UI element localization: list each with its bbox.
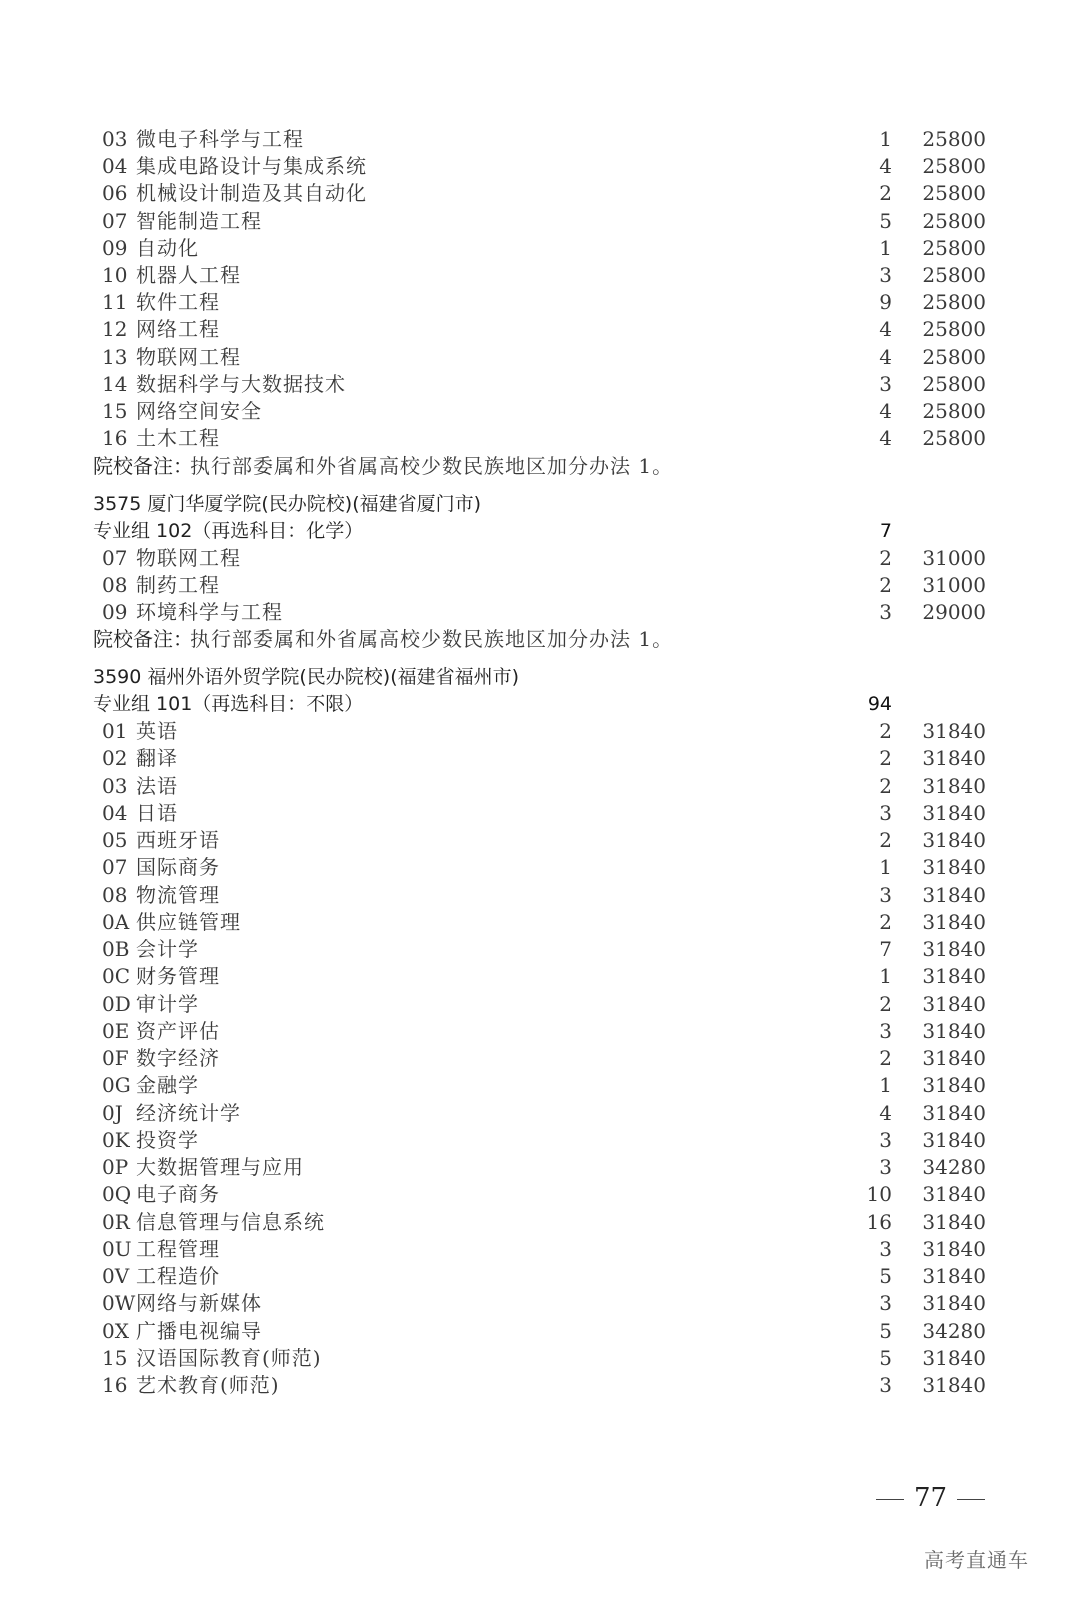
major-tuition-fee: 31840 bbox=[922, 773, 986, 798]
major-tuition-fee: 25800 bbox=[922, 426, 986, 451]
major-tuition-fee: 31840 bbox=[922, 855, 986, 880]
school-note-label: 院校备注： bbox=[93, 454, 193, 478]
major-code: 0A bbox=[102, 909, 130, 934]
major-group-header-count: 7 bbox=[879, 520, 892, 542]
major-row bbox=[0, 1209, 1080, 1236]
major-tuition-fee: 31840 bbox=[922, 1209, 986, 1234]
major-tuition-fee: 31840 bbox=[922, 746, 986, 771]
major-tuition-fee: 31840 bbox=[922, 1345, 986, 1370]
major-row bbox=[0, 1072, 1080, 1099]
school-header bbox=[0, 491, 1080, 518]
major-tuition-fee: 34280 bbox=[922, 1318, 986, 1343]
major-code: 09 bbox=[102, 235, 128, 260]
major-tuition-fee: 25800 bbox=[922, 154, 986, 179]
major-plan-count: 7 bbox=[879, 937, 892, 961]
major-row bbox=[0, 718, 1080, 745]
major-row bbox=[0, 1100, 1080, 1127]
major-name: 机器人工程 bbox=[136, 263, 241, 287]
major-tuition-fee: 31840 bbox=[922, 1018, 986, 1043]
major-plan-count: 3 bbox=[879, 371, 892, 396]
school-note bbox=[0, 453, 1080, 480]
major-tuition-fee: 31840 bbox=[922, 1182, 986, 1207]
major-tuition-fee: 31000 bbox=[922, 546, 986, 570]
major-name: 网络工程 bbox=[136, 317, 220, 342]
major-plan-count: 3 bbox=[879, 600, 892, 625]
school-note bbox=[0, 626, 1080, 653]
school-note-label: 院校备注： bbox=[93, 627, 193, 651]
major-tuition-fee: 25800 bbox=[922, 290, 986, 315]
major-row bbox=[0, 180, 1080, 207]
major-row bbox=[0, 1263, 1080, 1290]
major-code: 15 bbox=[102, 399, 128, 423]
major-code: 03 bbox=[102, 127, 128, 151]
major-row bbox=[0, 745, 1080, 772]
major-row bbox=[0, 1345, 1080, 1372]
major-row bbox=[0, 235, 1080, 262]
major-plan-count: 3 bbox=[879, 1236, 892, 1261]
watermark-text: 高考直通车 bbox=[924, 1548, 1029, 1572]
major-plan-count: 3 bbox=[879, 263, 892, 287]
major-tuition-fee: 31840 bbox=[922, 1264, 986, 1288]
major-row bbox=[0, 545, 1080, 572]
major-code: 0R bbox=[102, 1209, 130, 1234]
major-tuition-fee: 31840 bbox=[922, 937, 986, 961]
major-name: 网络与新媒体 bbox=[136, 1291, 262, 1316]
major-plan-count: 3 bbox=[879, 800, 892, 825]
major-plan-count: 2 bbox=[879, 719, 892, 743]
major-plan-count: 5 bbox=[879, 1264, 892, 1288]
major-row bbox=[0, 991, 1080, 1018]
major-code: 0X bbox=[102, 1318, 129, 1343]
major-tuition-fee: 25800 bbox=[922, 208, 986, 233]
major-code: 13 bbox=[102, 344, 128, 369]
major-plan-count: 2 bbox=[879, 181, 892, 206]
major-group-header bbox=[0, 691, 1080, 718]
major-plan-count: 1 bbox=[879, 235, 892, 260]
major-plan-count: 4 bbox=[879, 154, 892, 179]
major-plan-count: 1 bbox=[879, 127, 892, 151]
major-name: 英语 bbox=[136, 719, 178, 743]
school-note-text: 执行部委属和外省属高校少数民族地区加分办法 1。 bbox=[190, 627, 674, 651]
major-code: 0J bbox=[102, 1100, 123, 1125]
major-tuition-fee: 31840 bbox=[922, 1291, 986, 1316]
major-row bbox=[0, 208, 1080, 235]
major-row bbox=[0, 1318, 1080, 1345]
major-name: 微电子科学与工程 bbox=[136, 127, 304, 151]
major-row bbox=[0, 153, 1080, 180]
major-name: 集成电路设计与集成系统 bbox=[136, 154, 367, 179]
major-row bbox=[0, 854, 1080, 881]
major-row bbox=[0, 262, 1080, 289]
major-plan-count: 3 bbox=[879, 1155, 892, 1179]
major-name: 资产评估 bbox=[136, 1018, 220, 1043]
major-plan-count: 4 bbox=[879, 399, 892, 423]
major-row bbox=[0, 1018, 1080, 1045]
major-plan-count: 2 bbox=[879, 991, 892, 1016]
major-tuition-fee: 31840 bbox=[922, 1127, 986, 1152]
major-name: 工程造价 bbox=[136, 1264, 220, 1288]
major-name: 自动化 bbox=[136, 235, 199, 260]
major-code: 07 bbox=[102, 546, 128, 570]
major-code: 02 bbox=[102, 746, 128, 771]
major-plan-count: 10 bbox=[866, 1182, 892, 1207]
school-header-title: 3575 厦门华厦学院(民办院校)(福建省厦门市) bbox=[93, 493, 482, 515]
major-tuition-fee: 25800 bbox=[922, 235, 986, 260]
major-name: 数字经济 bbox=[136, 1046, 220, 1070]
major-row bbox=[0, 909, 1080, 936]
major-name: 日语 bbox=[136, 800, 178, 825]
major-name: 信息管理与信息系统 bbox=[136, 1209, 325, 1234]
major-name: 艺术教育(师范) bbox=[136, 1373, 280, 1397]
major-name: 土木工程 bbox=[136, 426, 220, 451]
major-plan-count: 4 bbox=[879, 426, 892, 451]
major-name: 数据科学与大数据技术 bbox=[136, 371, 346, 396]
major-plan-count: 2 bbox=[879, 828, 892, 852]
major-tuition-fee: 25800 bbox=[922, 127, 986, 151]
major-name: 制药工程 bbox=[136, 573, 220, 598]
major-code: 05 bbox=[102, 828, 128, 852]
dash-left bbox=[876, 1499, 904, 1500]
major-code: 0P bbox=[102, 1155, 129, 1179]
major-tuition-fee: 31840 bbox=[922, 1236, 986, 1261]
major-name: 电子商务 bbox=[136, 1182, 220, 1207]
major-code: 0F bbox=[102, 1046, 129, 1070]
major-tuition-fee: 31840 bbox=[922, 882, 986, 907]
major-code: 06 bbox=[102, 181, 128, 206]
major-tuition-fee: 34280 bbox=[922, 1155, 986, 1179]
major-plan-count: 1 bbox=[879, 855, 892, 880]
major-plan-count: 4 bbox=[879, 344, 892, 369]
major-name: 金融学 bbox=[136, 1073, 199, 1098]
major-tuition-fee: 31840 bbox=[922, 1073, 986, 1098]
major-code: 14 bbox=[102, 371, 128, 396]
major-plan-count: 1 bbox=[879, 964, 892, 989]
major-row bbox=[0, 316, 1080, 343]
page-number-value: 77 bbox=[914, 1483, 948, 1513]
major-tuition-fee: 25800 bbox=[922, 371, 986, 396]
major-tuition-fee: 31840 bbox=[922, 1373, 986, 1397]
major-plan-count: 2 bbox=[879, 546, 892, 570]
major-group-header bbox=[0, 518, 1080, 545]
major-tuition-fee: 31840 bbox=[922, 991, 986, 1016]
major-code: 0B bbox=[102, 937, 130, 961]
major-code: 0U bbox=[102, 1236, 132, 1261]
major-plan-count: 9 bbox=[879, 290, 892, 315]
major-code: 04 bbox=[102, 154, 128, 179]
major-plan-count: 2 bbox=[879, 573, 892, 598]
major-plan-count: 3 bbox=[879, 1291, 892, 1316]
major-tuition-fee: 25800 bbox=[922, 181, 986, 206]
school-header-title: 3590 福州外语外贸学院(民办院校)(福建省福州市) bbox=[93, 666, 520, 688]
major-tuition-fee: 31840 bbox=[922, 719, 986, 743]
major-code: 0E bbox=[102, 1018, 130, 1043]
major-tuition-fee: 25800 bbox=[922, 263, 986, 287]
major-plan-count: 5 bbox=[879, 1345, 892, 1370]
major-tuition-fee: 31840 bbox=[922, 964, 986, 989]
major-plan-count: 2 bbox=[879, 773, 892, 798]
major-code: 11 bbox=[102, 290, 128, 315]
major-name: 物联网工程 bbox=[136, 344, 241, 369]
major-row bbox=[0, 371, 1080, 398]
major-tuition-fee: 31840 bbox=[922, 909, 986, 934]
major-code: 0V bbox=[102, 1264, 130, 1288]
major-code: 0W bbox=[102, 1291, 136, 1316]
major-code: 08 bbox=[102, 573, 128, 598]
major-name: 财务管理 bbox=[136, 964, 220, 989]
major-name: 法语 bbox=[136, 773, 178, 798]
major-name: 智能制造工程 bbox=[136, 208, 262, 233]
major-row bbox=[0, 344, 1080, 371]
major-row bbox=[0, 572, 1080, 599]
major-name: 网络空间安全 bbox=[136, 399, 262, 423]
major-plan-count: 2 bbox=[879, 746, 892, 771]
major-row bbox=[0, 1154, 1080, 1181]
major-name: 投资学 bbox=[136, 1127, 199, 1152]
major-name: 会计学 bbox=[136, 937, 199, 961]
major-row bbox=[0, 398, 1080, 425]
major-name: 审计学 bbox=[136, 991, 199, 1016]
page-number bbox=[866, 1483, 995, 1513]
major-code: 0C bbox=[102, 964, 131, 989]
major-row bbox=[0, 1236, 1080, 1263]
major-plan-count: 1 bbox=[879, 1073, 892, 1098]
major-group-header-count: 94 bbox=[867, 693, 892, 715]
major-name: 广播电视编导 bbox=[136, 1318, 262, 1343]
major-name: 工程管理 bbox=[136, 1236, 220, 1261]
major-plan-count: 3 bbox=[879, 882, 892, 907]
major-name: 物流管理 bbox=[136, 882, 220, 907]
major-row bbox=[0, 425, 1080, 452]
major-row bbox=[0, 126, 1080, 153]
major-code: 08 bbox=[102, 882, 128, 907]
major-plan-count: 2 bbox=[879, 1046, 892, 1070]
major-plan-count: 5 bbox=[879, 208, 892, 233]
major-plan-count: 5 bbox=[879, 1318, 892, 1343]
major-row bbox=[0, 936, 1080, 963]
major-code: 03 bbox=[102, 773, 128, 798]
major-code: 09 bbox=[102, 600, 128, 625]
major-name: 供应链管理 bbox=[136, 909, 241, 934]
major-row bbox=[0, 1045, 1080, 1072]
major-plan-count: 2 bbox=[879, 909, 892, 934]
major-code: 07 bbox=[102, 208, 128, 233]
major-tuition-fee: 31840 bbox=[922, 1100, 986, 1125]
major-plan-count: 4 bbox=[879, 1100, 892, 1125]
major-code: 15 bbox=[102, 1345, 128, 1370]
major-row bbox=[0, 1181, 1080, 1208]
major-code: 04 bbox=[102, 800, 128, 825]
dash-right bbox=[957, 1499, 985, 1500]
major-name: 机械设计制造及其自动化 bbox=[136, 181, 367, 206]
major-plan-count: 3 bbox=[879, 1373, 892, 1397]
major-tuition-fee: 31840 bbox=[922, 1046, 986, 1070]
major-code: 10 bbox=[102, 263, 128, 287]
major-row bbox=[0, 1127, 1080, 1154]
major-name: 环境科学与工程 bbox=[136, 600, 283, 625]
major-code: 0D bbox=[102, 991, 131, 1016]
major-name: 软件工程 bbox=[136, 290, 220, 315]
major-name: 西班牙语 bbox=[136, 828, 220, 852]
major-group-header-title: 专业组 101（再选科目：不限） bbox=[93, 693, 364, 715]
major-tuition-fee: 29000 bbox=[922, 600, 986, 625]
major-code: 0G bbox=[102, 1073, 131, 1098]
major-name: 国际商务 bbox=[136, 855, 220, 880]
major-plan-count: 16 bbox=[866, 1209, 892, 1234]
major-plan-count: 4 bbox=[879, 317, 892, 342]
school-note-text: 执行部委属和外省属高校少数民族地区加分办法 1。 bbox=[190, 454, 674, 478]
major-row bbox=[0, 963, 1080, 990]
major-plan-count: 3 bbox=[879, 1018, 892, 1043]
major-row bbox=[0, 882, 1080, 909]
major-name: 经济统计学 bbox=[136, 1100, 241, 1125]
major-code: 16 bbox=[102, 426, 128, 451]
major-row bbox=[0, 1372, 1080, 1399]
major-row bbox=[0, 1290, 1080, 1317]
school-header bbox=[0, 664, 1080, 691]
major-name: 物联网工程 bbox=[136, 546, 241, 570]
major-code: 12 bbox=[102, 317, 128, 342]
major-code: 07 bbox=[102, 855, 128, 880]
major-row bbox=[0, 289, 1080, 316]
major-plan-count: 3 bbox=[879, 1127, 892, 1152]
major-name: 翻译 bbox=[136, 746, 178, 771]
major-name: 大数据管理与应用 bbox=[136, 1155, 304, 1179]
major-code: 0K bbox=[102, 1127, 130, 1152]
major-row bbox=[0, 773, 1080, 800]
major-group-header-title: 专业组 102（再选科目：化学） bbox=[93, 520, 364, 542]
major-row bbox=[0, 800, 1080, 827]
major-code: 16 bbox=[102, 1373, 128, 1397]
major-tuition-fee: 25800 bbox=[922, 399, 986, 423]
major-code: 0Q bbox=[102, 1182, 132, 1207]
major-name: 汉语国际教育(师范) bbox=[136, 1345, 322, 1370]
major-tuition-fee: 31840 bbox=[922, 828, 986, 852]
major-tuition-fee: 31000 bbox=[922, 573, 986, 598]
major-tuition-fee: 31840 bbox=[922, 800, 986, 825]
major-tuition-fee: 25800 bbox=[922, 344, 986, 369]
major-code: 01 bbox=[102, 719, 128, 743]
major-row bbox=[0, 599, 1080, 626]
major-row bbox=[0, 827, 1080, 854]
major-tuition-fee: 25800 bbox=[922, 317, 986, 342]
